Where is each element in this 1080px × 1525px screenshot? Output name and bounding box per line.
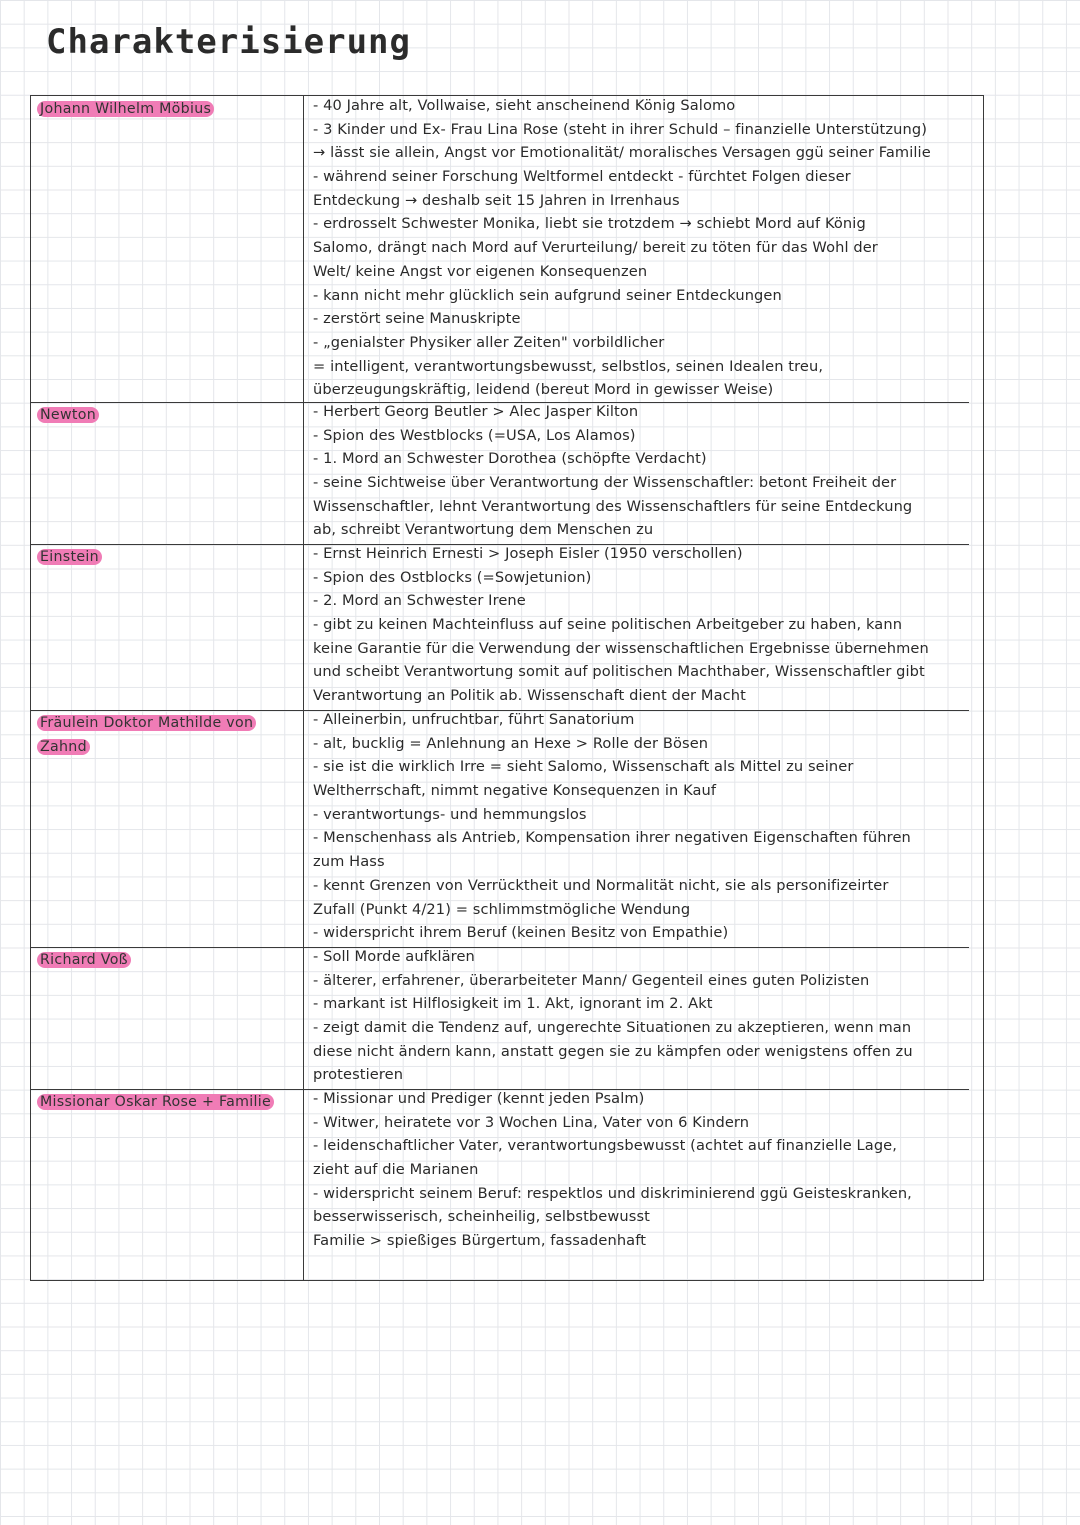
description-line: - zerstört seine Manuskripte: [313, 310, 521, 328]
name-highlight: Newton: [37, 407, 99, 423]
description-line: - Alleinerbin, unfruchtbar, führt Sanatorium: [313, 711, 635, 728]
description-line: besserwisserisch, scheinheilig, selbstbewusst: [313, 1208, 650, 1226]
description-line: → lässt sie allein, Angst vor Emotionalität/ moralisches Versagen ggü seiner Familie: [313, 144, 931, 162]
description-line: - Witwer, heiratete vor 3 Wochen Lina, Vater von 6 Kindern: [313, 1113, 750, 1131]
description-line: - 2. Mord an Schwester Irene: [313, 592, 526, 610]
description-line: Verantwortung an Politik ab. Wissenschaft dient der Macht: [313, 687, 746, 705]
character-description: [313, 945, 975, 1087]
column-divider: [303, 96, 304, 1280]
name-highlight: Fräulein Doktor Mathilde von Zahnd: [37, 715, 256, 755]
description-line: - älterer, erfahrener, überarbeiteter Mann/ Gegenteil eines guten Polizisten: [313, 971, 870, 989]
description-line: Zufall (Punkt 4/21) = schlimmstmögliche Wendung: [313, 900, 691, 918]
description-line: - alt, bucklig = Anlehnung an Hexe > Rolle der Bösen: [313, 734, 709, 752]
description-line: Salomo, drängt nach Mord auf Verurteilung/ bereit zu töten für das Wohl der: [313, 239, 878, 257]
description-line: - „genialster Physiker aller Zeiten" vorbildlicher: [313, 333, 665, 351]
description-line: zum Hass: [313, 853, 385, 871]
description-line: - 1. Mord an Schwester Dorothea (schöpfte Verdacht): [313, 450, 707, 468]
description-line: Wissenschaftler, lehnt Verantwortung des Wissenschaftlers für seine Entdeckung: [313, 497, 913, 515]
description-line: - leidenschaftlicher Vater, verantwortungsbewusst (achtet auf finanzielle Lage,: [313, 1137, 898, 1155]
description-line: Familie > spießiges Bürgertum, fassadenhaft: [313, 1232, 647, 1250]
description-line: - kennt Grenzen von Verrücktheit und Normalität nicht, sie als personifizeirter: [313, 876, 889, 894]
description-line: - gibt zu keinen Machteinfluss auf seine politischen Arbeitgeber zu haben, kann: [313, 616, 903, 634]
description-line: - widerspricht ihrem Beruf (keinen Besitz von Empathie): [313, 924, 729, 942]
description-line: zieht auf die Marianen: [313, 1161, 479, 1179]
description-line: Weltherrschaft, nimmt negative Konsequenzen in Kauf: [313, 782, 717, 800]
description-line: ab, schreibt Verantwortung dem Menschen zu: [313, 521, 654, 539]
description-line: - Spion des Westblocks (=USA, Los Alamos): [313, 426, 636, 444]
character-description: [313, 94, 975, 402]
description-line: Welt/ keine Angst vor eigenen Konsequenzen: [313, 262, 648, 280]
description-line: - erdrosselt Schwester Monika, liebt sie trotzdem → schiebt Mord auf König: [313, 215, 866, 233]
name-highlight: Einstein: [37, 549, 102, 565]
character-description: [313, 542, 975, 708]
description-line: - seine Sichtweise über Verantwortung der Wissenschaftler: betont Freiheit der: [313, 474, 897, 492]
description-line: Entdeckung → deshalb seit 15 Jahren in Irrenhaus: [313, 191, 680, 209]
description-line: - zeigt damit die Tendenz auf, ungerechte Situationen zu akzeptieren, wenn man: [313, 1019, 912, 1037]
description-line: - widerspricht seinem Beruf: respektlos und diskriminierend ggü Geisteskranken,: [313, 1184, 912, 1202]
character-description: [313, 1087, 975, 1253]
description-line: - Ernst Heinrich Ernesti > Joseph Eisler (1950 verschollen): [313, 545, 743, 562]
description-line: - Missionar und Prediger (kennt jeden Psalm): [313, 1090, 645, 1107]
name-highlight: Johann Wilhelm Möbius: [37, 101, 214, 117]
description-line: keine Garantie für die Verwendung der wissenschaftlichen Ergebnisse übernehmen: [313, 639, 929, 657]
description-line: - kann nicht mehr glücklich sein aufgrund seiner Entdeckungen: [313, 286, 782, 304]
character-name: [37, 404, 295, 428]
description-line: - Herbert Georg Beutler > Alec Jasper Kilton: [313, 403, 639, 420]
description-line: - Spion des Ostblocks (=Sowjetunion): [313, 568, 592, 586]
description-line: - markant ist Hilflosigkeit im 1. Akt, ignorant im 2. Akt: [313, 995, 713, 1013]
character-name: [37, 949, 295, 973]
character-description: [313, 708, 975, 945]
character-name: [37, 1091, 295, 1115]
description-line: - Menschenhass als Antrieb, Kompensation ihrer negativen Eigenschaften führen: [313, 829, 911, 847]
character-description: [313, 400, 975, 542]
character-name: [37, 546, 295, 570]
description-line: - 40 Jahre alt, Vollwaise, sieht anscheinend König Salomo: [313, 97, 736, 114]
description-line: protestieren: [313, 1066, 404, 1084]
description-line: - sie ist die wirklich Irre = sieht Salomo, Wissenschaft als Mittel zu seiner: [313, 758, 854, 776]
description-line: und scheibt Verantwortung somit auf politischen Machthaber, Wissenschaftler gibt: [313, 663, 925, 681]
character-name: [37, 98, 295, 122]
description-line: = intelligent, verantwortungsbewusst, selbstlos, seinen Idealen treu,: [313, 357, 824, 375]
description-line: überzeugungskräftig, leidend (bereut Mord in gewisser Weise): [313, 381, 774, 399]
description-line: - während seiner Forschung Weltformel entdeckt - fürchtet Folgen dieser: [313, 168, 851, 186]
description-line: - Soll Morde aufklären: [313, 948, 475, 965]
page-title: Charakterisierung: [46, 22, 411, 62]
description-line: - 3 Kinder und Ex- Frau Lina Rose (steht in ihrer Schuld – finanzielle Unterstützung): [313, 120, 927, 138]
description-line: diese nicht ändern kann, anstatt gegen sie zu kämpfen oder wenigstens offen zu: [313, 1042, 913, 1060]
name-highlight: Richard Voß: [37, 952, 131, 968]
description-line: - verantwortungs- und hemmungslos: [313, 805, 587, 823]
character-name: [37, 712, 295, 759]
name-highlight: Missionar Oskar Rose + Familie: [37, 1094, 274, 1110]
characterization-table: [30, 95, 984, 1281]
